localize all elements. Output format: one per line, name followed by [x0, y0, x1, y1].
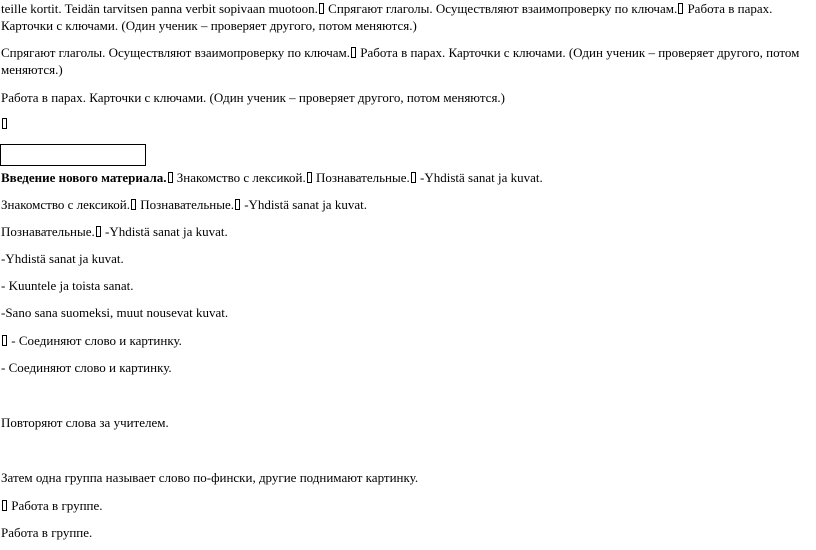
missing-glyph-icon [96, 226, 101, 237]
p1-text-c: Работа в парах. Карточки с ключами. (Один ученик – проверяет другого, потом меняются.) [1, 1, 773, 33]
p12-text: - Соединяют слово и картинку. [1, 360, 172, 375]
missing-glyph-icon [2, 335, 7, 346]
p16-text: Работа в группе. [1, 525, 93, 540]
p6-text-a: Знакомство с лексикой. [1, 197, 130, 212]
p7-text-a: Познавательные. [1, 224, 95, 239]
paragraph-9 [1, 277, 813, 294]
p9-text: - Kuuntele ja toista sanat. [1, 278, 134, 293]
p6-text-b: Познавательные. [136, 197, 234, 212]
p7-text-b: -Yhdistä sanat ja kuvat. [101, 224, 228, 239]
section-heading: Введение нового материала. [1, 170, 167, 185]
p5-text-b: Знакомство с лексикой. [173, 170, 306, 185]
missing-glyph-icon [235, 199, 240, 210]
p3-text: Работа в парах. Карточки с ключами. (Один ученик – проверяет другого, потом меняются.) [1, 90, 506, 105]
p8-text: -Yhdistä sanat ja kuvat. [1, 251, 124, 266]
p1-text-a: teille kortit. Teidän tarvitsen panna verbit sopivaan muotoon. [1, 1, 318, 16]
p14-text: Затем одна группа называет слово по-фински, другие поднимают картинку. [1, 470, 419, 485]
paragraph-8 [1, 250, 813, 267]
paragraph-10 [1, 304, 813, 321]
p15-text: Работа в группе. [8, 498, 103, 513]
paragraph-3 [1, 89, 813, 106]
empty-frame [0, 144, 146, 166]
p5-text-d: -Yhdistä sanat ja kuvat. [416, 170, 543, 185]
p2-text-a: Спрягают глаголы. Осуществляют взаимопроверку по ключам. [1, 45, 351, 60]
paragraph-11 [1, 332, 813, 349]
paragraph-7 [1, 223, 813, 240]
p1-text-b: Спрягают глаголы. Осуществляют взаимопроверку по ключам. [324, 1, 678, 16]
paragraph-12 [1, 359, 813, 376]
missing-glyph-icon [2, 500, 7, 511]
paragraph-4 [1, 115, 813, 132]
missing-glyph-icon [168, 172, 173, 183]
p11-text: - Соединяют слово и картинку. [8, 333, 182, 348]
missing-glyph-icon [319, 3, 324, 14]
missing-glyph-icon [351, 47, 356, 58]
missing-glyph-icon [678, 3, 683, 14]
paragraph-6 [1, 196, 813, 213]
p6-text-c: -Yhdistä sanat ja kuvat. [240, 197, 367, 212]
missing-glyph-icon [131, 199, 136, 210]
missing-glyph-icon [307, 172, 312, 183]
p2-text-b: Работа в парах. Карточки с ключами. (Один ученик – проверяет другого, потом меняются.) [1, 45, 800, 77]
missing-glyph-icon [411, 172, 416, 183]
paragraph-13 [1, 414, 813, 431]
paragraph-2 [1, 44, 813, 78]
p10-text: -Sano sana suomeksi, muut nousevat kuvat. [1, 305, 229, 320]
paragraph-16 [1, 524, 813, 541]
paragraph-5 [1, 169, 813, 186]
paragraph-1 [1, 0, 813, 34]
p5-text-c: Познавательные. [312, 170, 410, 185]
paragraph-15 [1, 497, 813, 514]
paragraph-14 [1, 469, 813, 486]
missing-glyph-icon [2, 118, 7, 129]
p13-text: Повторяют слова за учителем. [1, 415, 169, 430]
